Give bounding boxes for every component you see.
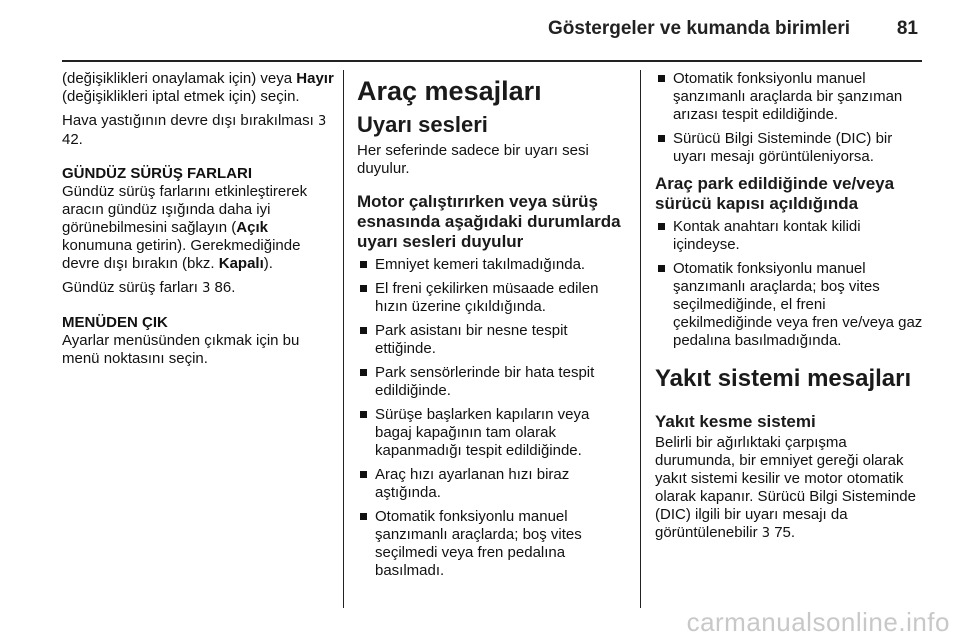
list-item: Sürüşe başlarken kapıların veya bagaj kapağının tam olarak kapanmadığı tespit edildiğinde. (357, 406, 627, 460)
heading-driving-warnings: Motor çalıştırırken veya sürüş esnasında aşağıdaki durumlarda uyarı sesleri duyulur (357, 192, 621, 251)
warning-list-continued (655, 70, 927, 166)
parked-warning-list (655, 218, 927, 350)
header-title: Göstergeler ve kumanda birimleri (547, 18, 850, 39)
section-title-vehicle-messages: Araç mesajları (357, 76, 542, 106)
header-rule (62, 60, 922, 62)
subsection-title-fuel-cutoff: Yakıt kesme sistemi (655, 412, 816, 431)
section-title-fuel-system: Yakıt sistemi mesajları (655, 365, 912, 392)
page-header (62, 18, 922, 48)
list-item: Sürücü Bilgi Sisteminde (DIC) bir uyarı mesajı görüntüleniyorsa. (655, 130, 927, 166)
list-item: Otomatik fonksiyonlu manuel şanzımanlı araçlarda; boş vites seçilmedi veya fren pedalına basılmadı. (357, 508, 627, 580)
page-number: 81 (896, 18, 918, 39)
list-item: Otomatik fonksiyonlu manuel şanzımanlı araçlarda; boş vites seçilmediğinde, el freni çekilmediğinde veya fren ve/veya gaz pedalına basılmadığında. (655, 260, 927, 350)
bold-acik: Açık (236, 219, 268, 236)
page-reference-icon[interactable]: 3 (761, 526, 771, 541)
list-item: Park asistanı bir nesne tespit ettiğinde. (357, 322, 627, 358)
paragraph-intro: Her seferinde sadece bir uyarı sesi duyulur. (357, 142, 589, 177)
warning-list (357, 256, 627, 580)
column-3 (655, 70, 927, 549)
page-reference-icon[interactable]: 3 (202, 281, 211, 296)
paragraph-fuel-cutoff: Belirli bir ağırlıktaki çarpışma durumunda, bir emniyet gereği olarak yakıt sistemi kesilir ve motor otomatik olarak kapanır. Sürücü Bilgi Sisteminde (DIC) ilgili bir uyarı mesajı da görüntülenebilir 3 75. (655, 434, 916, 541)
heading-parked-warnings: Araç park edildiğinde ve/veya sürücü kapısı açıldığında (655, 174, 895, 213)
list-item: Araç hızı ayarlanan hızı biraz aştığında. (357, 466, 627, 502)
section-heading-drl: GÜNDÜZ SÜRÜŞ FARLARI (62, 165, 252, 182)
list-item: Emniyet kemeri takılmadığında. (357, 256, 627, 274)
subsection-title-warning-sounds: Uyarı sesleri (357, 112, 488, 137)
column-1 (62, 70, 334, 374)
section-heading-exit-menu: MENÜDEN ÇIK (62, 314, 168, 331)
bold-kapali: Kapalı (218, 255, 264, 272)
page-reference-icon[interactable]: 3 (317, 114, 327, 129)
list-item: El freni çekilirken müsaade edilen hızın üzerine çıkıldığında. (357, 280, 627, 316)
column-divider-2 (640, 70, 641, 608)
column-2 (357, 70, 627, 586)
watermark: carmanualsonline.info (686, 607, 950, 637)
paragraph-confirm: (değişiklikleri onaylamak için) veya Hayır (değişiklikleri iptal etmek için) seçin. (62, 70, 334, 105)
list-item: Kontak anahtarı kontak kilidi içindeyse. (655, 218, 927, 254)
bold-hayir: Hayır (296, 70, 334, 87)
list-item: Otomatik fonksiyonlu manuel şanzımanlı araçlarda bir şanzıman arızası tespit edildiğinde. (655, 70, 927, 124)
paragraph-drl: Gündüz sürüş farlarını etkinleştirerek aracın gündüz ışığında daha iyi görünebilmesini sağlayın (Açık konumuna getirin). Gerekmediğinde devre dışı bırakın (bkz. Kapalı). (62, 183, 308, 272)
paragraph-drl-ref: Gündüz sürüş farları 3 86. (62, 279, 236, 296)
paragraph-airbag: Hava yastığının devre dışı bırakılması 3 42. (62, 112, 327, 148)
list-item: Park sensörlerinde bir hata tespit edildiğinde. (357, 364, 627, 400)
paragraph-exit-menu: Ayarlar menüsünden çıkmak için bu menü noktasını seçin. (62, 332, 300, 367)
column-divider-1 (343, 70, 344, 608)
